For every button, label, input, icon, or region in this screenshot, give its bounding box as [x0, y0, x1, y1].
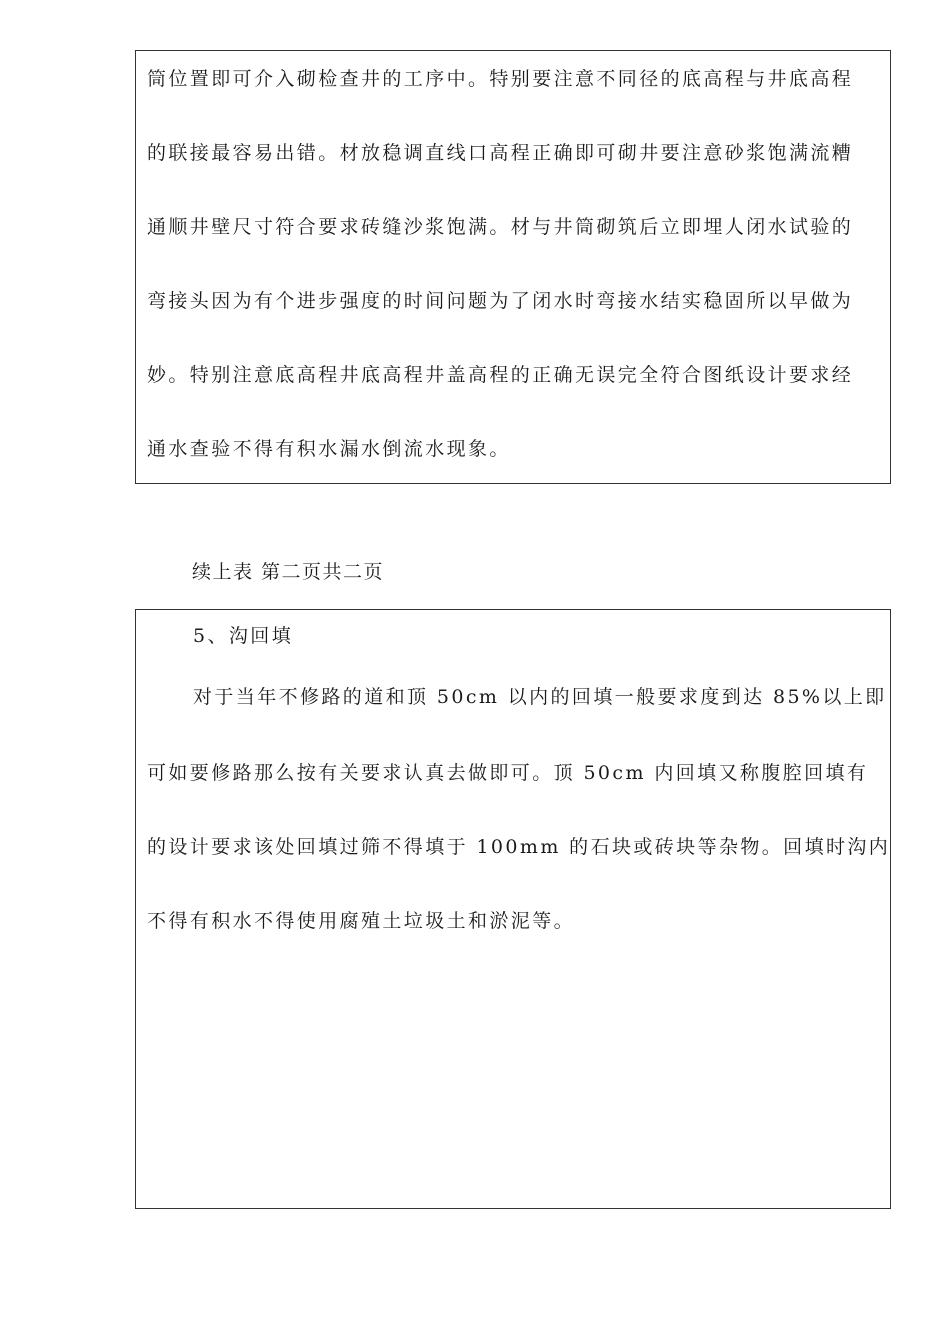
paragraph-line: 可如要修路那么按有关要求认真去做即可。顶 50cm 内回填又称腹腔回填有	[147, 762, 869, 784]
section-heading: 5、沟回填	[193, 625, 294, 647]
table-continuation-caption: 续上表 第二页共二页	[192, 561, 385, 583]
paragraph-line: 通顺井壁尺寸符合要求砖缝沙浆饱满。材与井筒砌筑后立即埋人闭水试验的	[147, 216, 854, 238]
paragraph-line: 筒位置即可介入砌检查井的工序中。特别要注意不同径的底高程与井底高程	[147, 68, 854, 90]
continued-text-box	[135, 50, 891, 484]
paragraph-line: 通水查验不得有积水漏水倒流水现象。	[147, 438, 511, 460]
paragraph-line: 对于当年不修路的道和顶 50cm 以内的回填一般要求度到达 85%以上即	[193, 686, 887, 708]
paragraph-line: 不得有积水不得使用腐殖土垃圾土和淤泥等。	[147, 910, 576, 932]
backfill-section-box	[135, 609, 891, 1209]
paragraph-line: 妙。特别注意底高程井底高程井盖高程的正确无误完全符合图纸设计要求经	[147, 364, 854, 386]
paragraph-line: 弯接头因为有个进步强度的时间问题为了闭水时弯接水结实稳固所以早做为	[147, 290, 854, 312]
paragraph-line: 的设计要求该处回填过筛不得填于 100mm 的石块或砖块等杂物。回填时沟内	[147, 836, 891, 858]
paragraph-line: 的联接最容易出错。材放稳调直线口高程正确即可砌井要注意砂浆饱满流糟	[147, 142, 854, 164]
